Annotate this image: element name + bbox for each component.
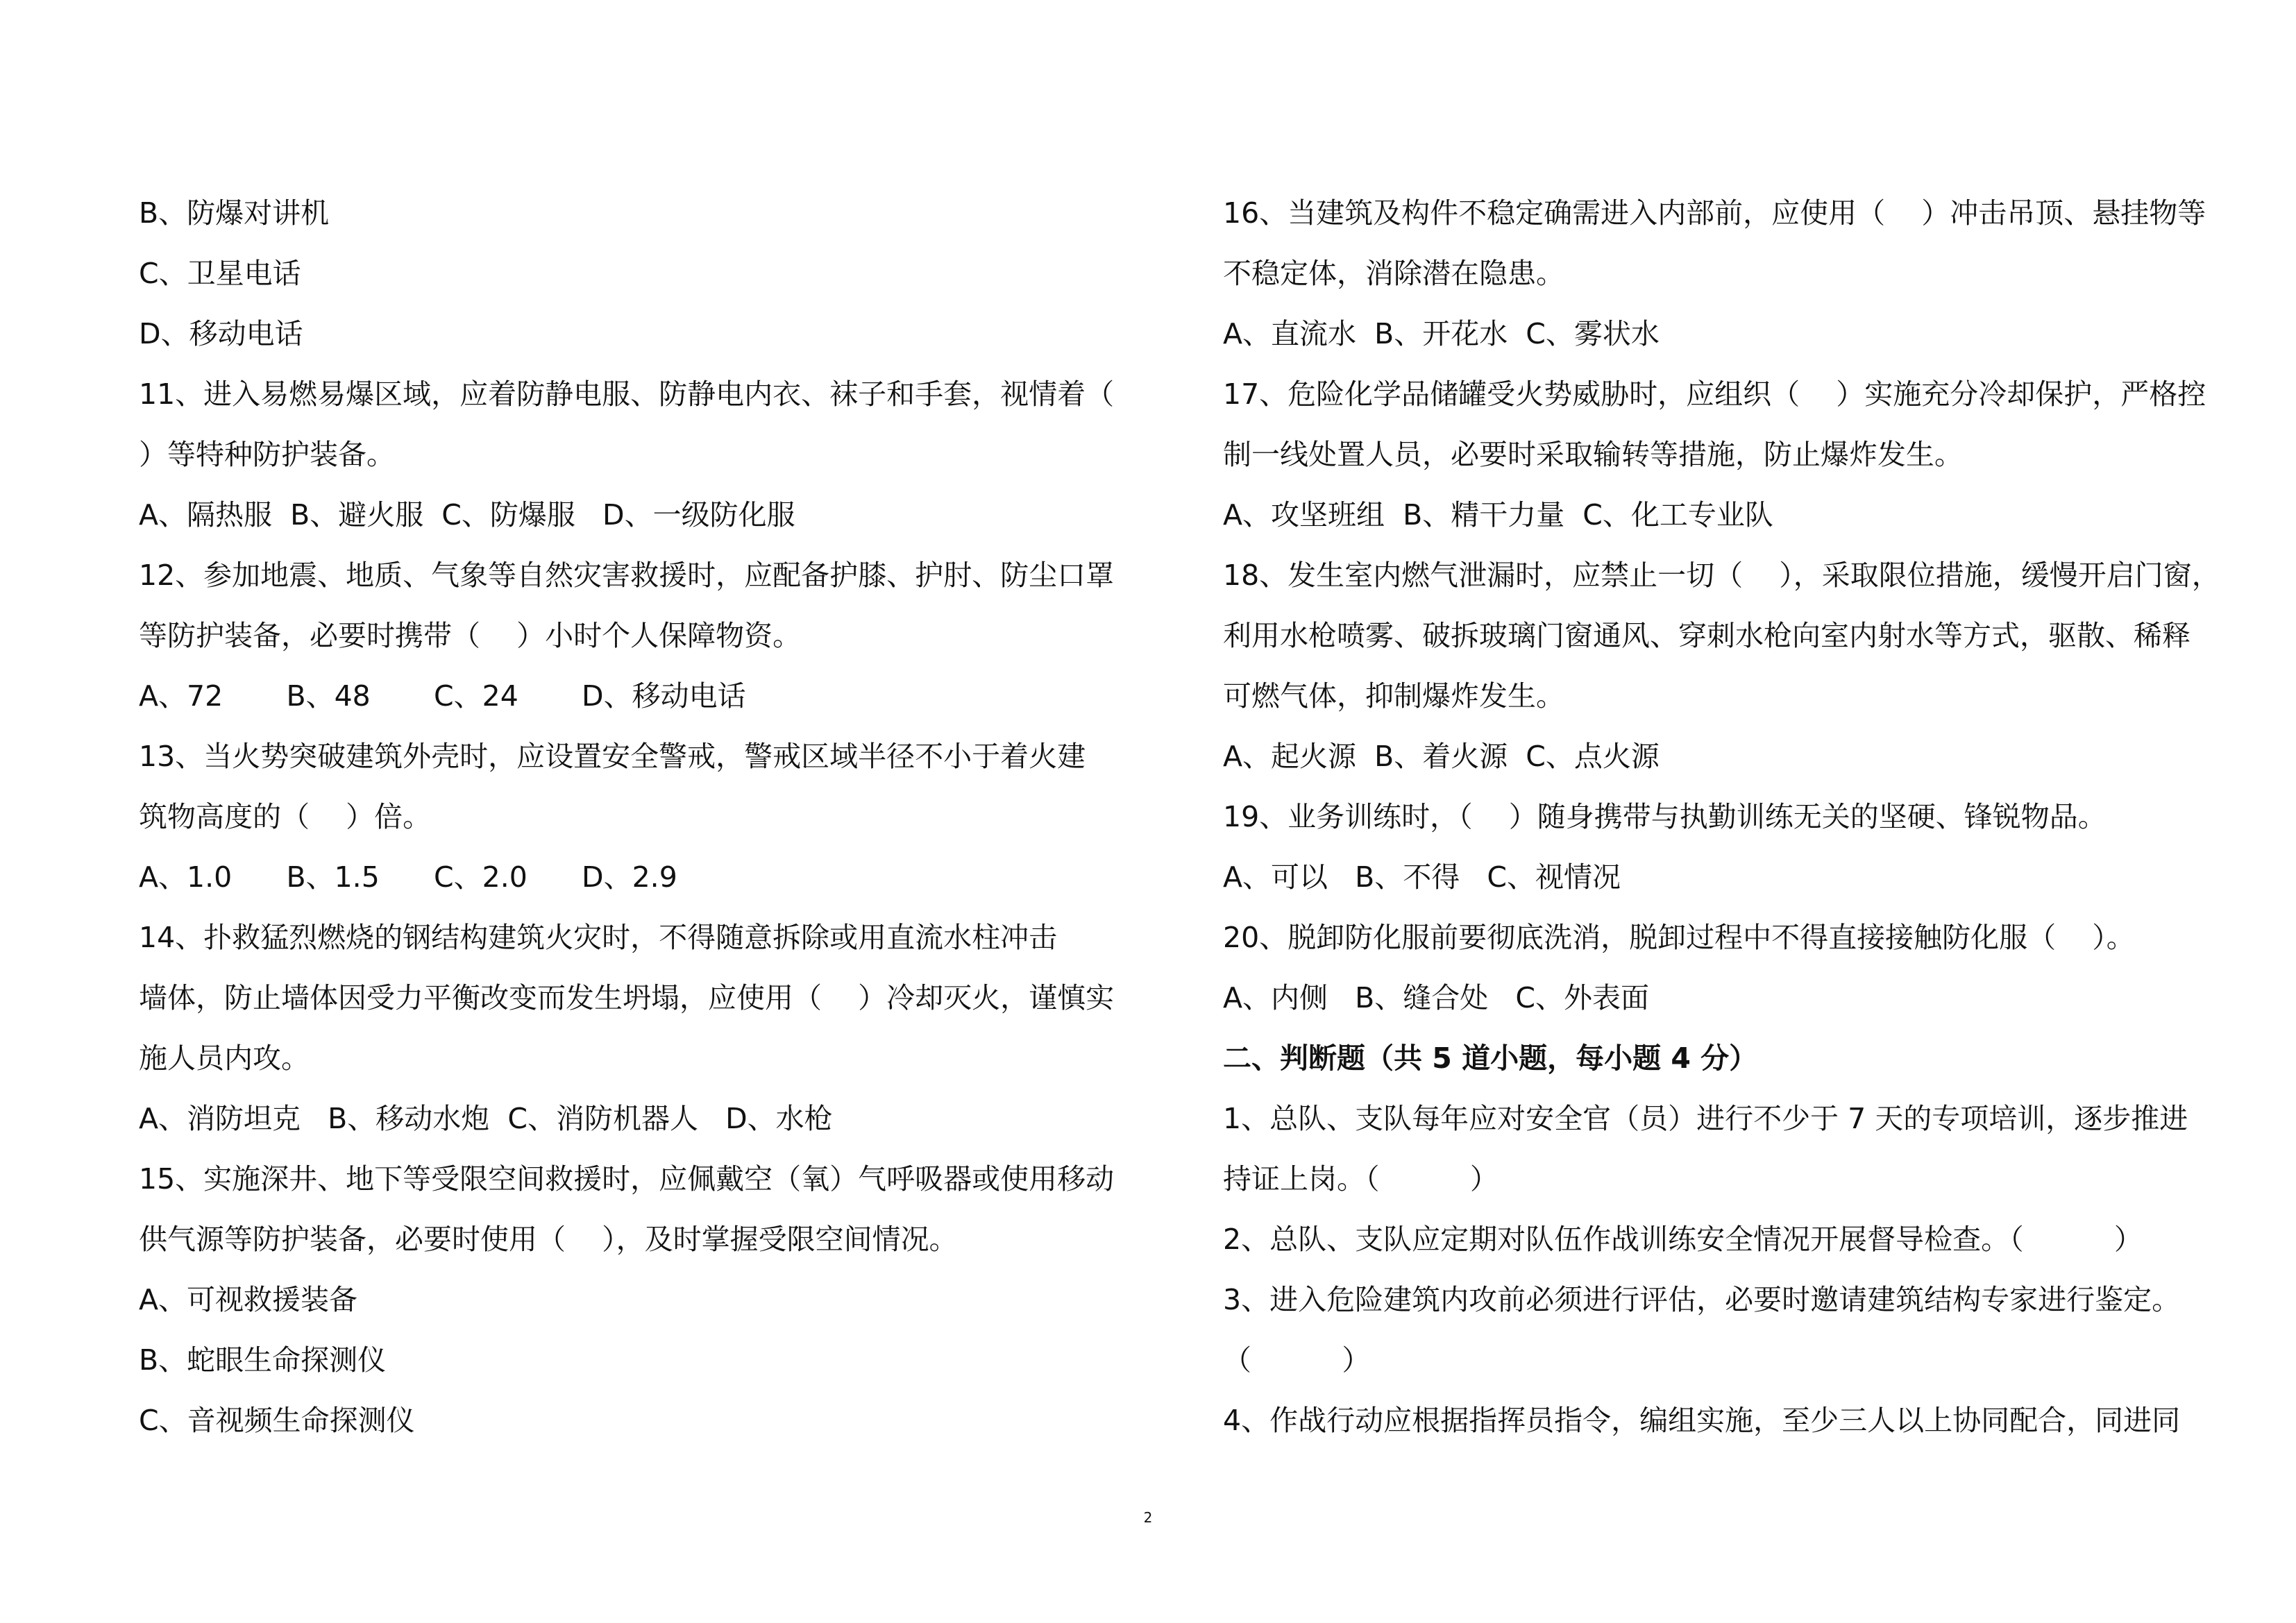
question-15-text-cont: 供气源等防护装备，必要时使用（ ），及时掌握受限空间情况。: [139, 1223, 958, 1256]
question-16-options: A、直流水 B、开花水 C、雾状水: [1223, 317, 1660, 350]
question-13-text-cont: 筑物高度的（ ）倍。: [139, 800, 432, 833]
judgment-3-text-cont: （ ）: [1223, 1343, 1371, 1377]
judgment-1-text-cont: 持证上岗。（ ）: [1223, 1162, 1499, 1196]
question-16-text: 16、当建筑及构件不稳定确需进入内部前，应使用（ ）冲击吊顶、悬挂物等: [1223, 196, 2206, 230]
question-18-text-cont: 可燃气体，抑制爆炸发生。: [1223, 679, 1564, 713]
question-14-text-cont: 施人员内攻。: [139, 1042, 310, 1075]
question-14-text: 14、扑救猛烈燃烧的钢结构建筑火灾时，不得随意拆除或用直流水柱冲击: [139, 921, 1058, 954]
question-12-options: A、72 B、48 C、24 D、移动电话: [139, 679, 746, 713]
question-11-text-cont: ）等特种防护装备。: [139, 438, 395, 471]
left-column: [139, 183, 1115, 1451]
option-line: C、音视频生命探测仪: [139, 1404, 415, 1437]
question-18-options: A、起火源 B、着火源 C、点火源: [1223, 740, 1660, 773]
question-18-text: 18、发生室内燃气泄漏时，应禁止一切（ ），采取限位措施，缓慢开启门窗，: [1223, 559, 2220, 592]
question-13-options: A、1.0 B、1.5 C、2.0 D、2.9: [139, 860, 677, 894]
judgment-2-text: 2、总队、支队应定期对队伍作战训练安全情况开展督导检查。（ ）: [1223, 1223, 2143, 1256]
question-11-text: 11、进入易燃易爆区域，应着防静电服、防静电内衣、袜子和手套，视情着（: [139, 377, 1115, 411]
option-line: D、移动电话: [139, 317, 303, 350]
question-20-options: A、内侧 B、缝合处 C、外表面: [1223, 981, 1649, 1014]
question-17-text-cont: 制一线处置人员，必要时采取输转等措施，防止爆炸发生。: [1223, 438, 1963, 471]
question-11-options: A、隔热服 B、避火服 C、防爆服 D、一级防化服: [139, 498, 795, 532]
question-12-text-cont: 等防护装备，必要时携带（ ）小时个人保障物资。: [139, 619, 802, 652]
page-number: 2: [1143, 1509, 1153, 1526]
question-15-text: 15、实施深井、地下等受限空间救援时，应佩戴空（氧）气呼吸器或使用移动: [139, 1162, 1115, 1196]
judgment-1-text: 1、总队、支队每年应对安全官（员）进行不少于 7 天的专项培训，逐步推进: [1223, 1102, 2188, 1135]
question-12-text: 12、参加地震、地质、气象等自然灾害救援时，应配备护膝、护肘、防尘口罩: [139, 559, 1115, 592]
question-14-text-cont: 墙体，防止墙体因受力平衡改变而发生坍塌，应使用（ ）冷却灭火，谨慎实: [139, 981, 1115, 1014]
option-line: C、卫星电话: [139, 257, 301, 290]
question-20-text: 20、脱卸防化服前要彻底洗消，脱卸过程中不得直接接触防化服（ ）。: [1223, 921, 2135, 954]
question-19-options: A、可以 B、不得 C、视情况: [1223, 860, 1621, 894]
judgment-3-text: 3、进入危险建筑内攻前必须进行评估，必要时邀请建筑结构专家进行鉴定。: [1223, 1283, 2181, 1316]
question-16-text-cont: 不稳定体，消除潜在隐患。: [1223, 257, 1564, 290]
question-19-text: 19、业务训练时，（ ）随身携带与执勤训练无关的坚硬、锋锐物品。: [1223, 800, 2107, 833]
question-17-options: A、攻坚班组 B、精干力量 C、化工专业队: [1223, 498, 1773, 532]
option-line: B、蛇眼生命探测仪: [139, 1343, 387, 1377]
question-14-options: A、消防坦克 B、移动水炮 C、消防机器人 D、水枪: [139, 1102, 833, 1135]
right-column: [1223, 183, 2220, 1451]
section-heading: 二、判断题（共 5 道小题，每小题 4 分）: [1223, 1042, 1758, 1075]
option-line: A、可视救援装备: [139, 1283, 358, 1316]
question-18-text-cont: 利用水枪喷雾、破拆玻璃门窗通风、穿刺水枪向室内射水等方式，驱散、稀释: [1223, 619, 2191, 652]
question-17-text: 17、危险化学品储罐受火势威胁时，应组织（ ）实施充分冷却保护，严格控: [1223, 377, 2206, 411]
judgment-4-text: 4、作战行动应根据指挥员指令，编组实施，至少三人以上协同配合，同进同: [1223, 1404, 2181, 1437]
option-line: B、防爆对讲机: [139, 196, 330, 230]
question-13-text: 13、当火势突破建筑外壳时，应设置安全警戒，警戒区域半径不小于着火建: [139, 740, 1086, 773]
